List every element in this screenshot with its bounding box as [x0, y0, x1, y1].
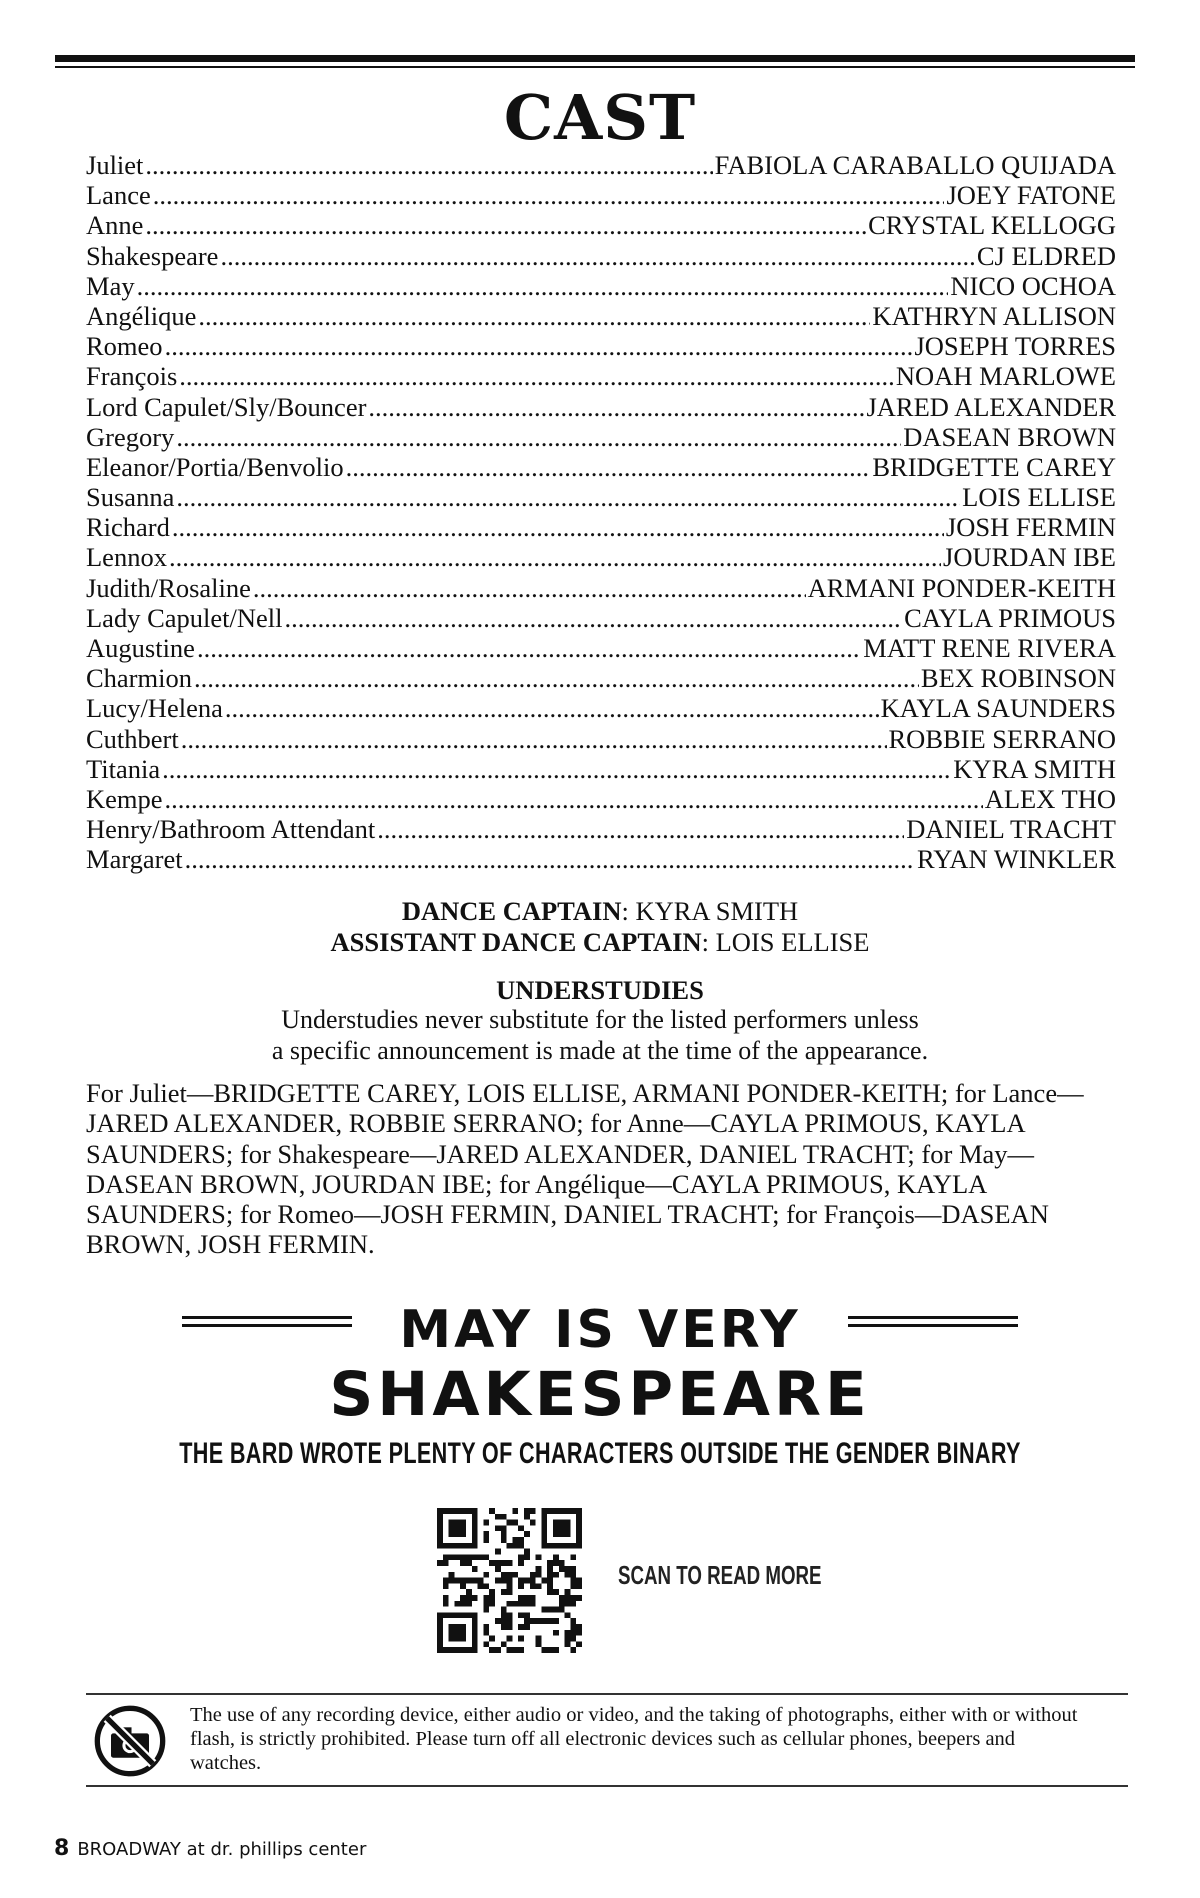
cast-role: Kempe: [86, 783, 163, 814]
cast-actor: NOAH MARLOWE: [895, 361, 1116, 392]
cast-role: Lennox: [86, 542, 167, 573]
dot-leader: [162, 754, 951, 784]
cast-row: [86, 542, 1116, 572]
cast-row: [86, 210, 1116, 240]
dance-captain-line: DANCE CAPTAIN: KYRA SMITH: [401, 896, 799, 926]
dot-leader: [220, 241, 974, 271]
dot-leader: [153, 180, 945, 210]
dot-leader: [198, 301, 870, 331]
assistant-dance-captain-label: ASSISTANT DANCE CAPTAIN: [330, 927, 702, 957]
cast-role: May: [86, 270, 135, 301]
cast-actor: FABIOLA CARABALLO QUIJADA: [714, 150, 1116, 180]
cast-actor: JOSH FERMIN: [945, 512, 1116, 543]
cast-role: Anne: [86, 210, 144, 241]
cast-actor: DASEAN BROWN: [903, 421, 1116, 452]
dot-leader: [185, 844, 915, 874]
cast-actor: CRYSTAL KELLOGG: [868, 210, 1116, 241]
cast-list: [86, 150, 1116, 875]
cast-heading: CAST: [503, 81, 697, 154]
cast-row: [86, 241, 1116, 271]
cast-row: [86, 422, 1116, 452]
cast-row: [86, 814, 1116, 844]
cast-actor: CJ ELDRED: [976, 240, 1116, 271]
cast-actor: JARED ALEXANDER: [866, 391, 1116, 422]
qr-code-icon[interactable]: [437, 1508, 582, 1653]
dot-leader: [346, 452, 871, 482]
dot-leader: [145, 150, 712, 180]
dot-leader: [165, 784, 983, 814]
assistant-dance-captain-name: LOIS ELLISE: [715, 927, 870, 957]
dot-leader: [169, 542, 941, 572]
cast-row: [86, 754, 1116, 784]
scan-to-read-label: SCAN TO READ MORE: [618, 1560, 822, 1590]
cast-actor: CAYLA PRIMOUS: [904, 602, 1116, 633]
cast-actor: BRIDGETTE CAREY: [872, 451, 1116, 482]
dot-leader: [145, 210, 866, 240]
dot-leader: [197, 633, 861, 663]
cast-role: Shakespeare: [86, 240, 219, 271]
dot-leader: [225, 693, 879, 723]
cast-row: [86, 482, 1116, 512]
cast-row: [86, 724, 1116, 754]
understudies-heading: UNDERSTUDIES: [496, 975, 704, 1005]
cast-actor: MATT RENE RIVERA: [863, 633, 1116, 663]
dot-leader: [179, 361, 894, 391]
cast-role: Augustine: [86, 633, 195, 663]
dot-leader: [194, 663, 919, 693]
cast-actor: LOIS ELLISE: [962, 482, 1116, 513]
cast-row: [86, 693, 1116, 723]
dot-leader: [285, 603, 903, 633]
cast-actor: KATHRYN ALLISON: [872, 300, 1116, 331]
cast-role: Juliet: [86, 150, 144, 180]
cast-role: Margaret: [86, 844, 183, 875]
page-number: 8: [54, 1836, 70, 1861]
dot-leader: [172, 512, 944, 542]
cast-row: [86, 512, 1116, 542]
cast-actor: KAYLA SAUNDERS: [880, 693, 1116, 724]
understudies-note: [0, 1004, 1200, 1066]
notice-bottom-rule: [86, 1785, 1128, 1787]
cast-role: Susanna: [86, 482, 175, 513]
cast-role: Eleanor/Portia/Benvolio: [86, 451, 344, 482]
cast-actor: RYAN WINKLER: [917, 844, 1116, 875]
cast-actor: NICO OCHOA: [950, 270, 1116, 301]
cast-actor: ALEX THO: [984, 783, 1116, 814]
page-footer: [54, 1838, 366, 1861]
cast-role: Romeo: [86, 331, 163, 362]
cast-role: Lord Capulet/Sly/Bouncer: [86, 391, 367, 422]
promo-title-line-1: MAY IS VERY: [399, 1300, 801, 1360]
dance-captain-name: KYRA SMITH: [635, 896, 799, 926]
cast-role: Lucy/Helena: [86, 693, 223, 724]
cast-actor: ROBBIE SERRANO: [888, 723, 1116, 754]
understudies-note-line-2: a specific announcement is made at the time of the appearance.: [271, 1036, 929, 1065]
cast-role: Cuthbert: [86, 723, 179, 754]
no-camera-icon: [92, 1703, 168, 1779]
cast-row: [86, 633, 1116, 663]
dot-leader: [176, 422, 901, 452]
cast-row: [86, 844, 1116, 874]
dot-leader: [165, 331, 913, 361]
cast-row: [86, 392, 1116, 422]
cast-actor: ARMANI PONDER-KEITH: [807, 572, 1116, 603]
top-thick-rule: [55, 55, 1135, 62]
cast-role: Henry/Bathroom Attendant: [86, 814, 376, 845]
cast-actor: JOURDAN IBE: [943, 542, 1116, 573]
cast-role: Charmion: [86, 663, 192, 694]
cast-role: Angélique: [86, 300, 197, 331]
dance-captains: [0, 896, 1200, 958]
dot-leader: [181, 724, 887, 754]
cast-row: [86, 331, 1116, 361]
understudies-list: For Juliet—BRIDGETTE CAREY, LOIS ELLISE, ARMANI PONDER-KEITH; for Lance—JARED ALEXANDER, ROBBIE SERRANO; for Anne—CAYLA PRIMOUS, KAYLA SAUNDERS; for Shakespeare—JARED ALEXANDER, DANIEL TRACHT; for May—DASEAN BROWN, JOURDAN IBE; for Angélique—CAYLA PRIMOUS, KAYLA SAUNDERS; for Romeo—JOSH FERMIN, DANIEL TRACHT; for François—DASEAN BROWN, JOSH FERMIN.: [86, 1078, 1084, 1260]
understudies-note-line-1: Understudies never substitute for the listed performers unless: [281, 1005, 919, 1034]
recording-notice-text: The use of any recording device, either audio or video, and the taking of photographs, either with or without flash, is strictly prohibited. Please turn off all electronic devices such as cellular phones, beepers and watches.: [190, 1704, 1078, 1774]
cast-actor: BEX ROBINSON: [920, 663, 1116, 694]
cast-row: [86, 663, 1116, 693]
cast-row: [86, 603, 1116, 633]
cast-role: Titania: [86, 753, 161, 784]
cast-row: [86, 271, 1116, 301]
cast-actor: DANIEL TRACHT: [906, 814, 1116, 845]
cast-actor: JOSEPH TORRES: [914, 331, 1116, 362]
cast-row: [86, 150, 1116, 180]
dot-leader: [377, 814, 904, 844]
cast-actor: JOEY FATONE: [946, 180, 1116, 211]
cast-role: Judith/Rosaline: [86, 572, 251, 603]
cast-role: François: [86, 361, 178, 392]
cast-role: Richard: [86, 512, 170, 543]
cast-role: Gregory: [86, 421, 175, 452]
cast-row: [86, 361, 1116, 391]
cast-role: Lady Capulet/Nell: [86, 602, 283, 633]
dot-leader: [176, 482, 960, 512]
cast-row: [86, 452, 1116, 482]
dot-leader: [253, 573, 806, 603]
top-thin-rule: [55, 66, 1135, 68]
dot-leader: [137, 271, 949, 301]
promo-title-line-2: SHAKESPEARE: [329, 1359, 871, 1430]
assistant-dance-captain-line: ASSISTANT DANCE CAPTAIN: LOIS ELLISE: [330, 927, 870, 957]
cast-row: [86, 180, 1116, 210]
cast-role: Lance: [86, 180, 151, 211]
cast-row: [86, 301, 1116, 331]
publication-name: BROADWAY at dr. phillips center: [77, 1839, 367, 1860]
notice-top-rule: [86, 1693, 1128, 1695]
cast-row: [86, 784, 1116, 814]
cast-actor: KYRA SMITH: [953, 753, 1116, 784]
dance-captain-label: DANCE CAPTAIN: [401, 896, 622, 926]
promo-subtitle: THE BARD WROTE PLENTY OF CHARACTERS OUTSIDE THE GENDER BINARY: [179, 1437, 1021, 1470]
cast-row: [86, 573, 1116, 603]
dot-leader: [368, 392, 864, 422]
